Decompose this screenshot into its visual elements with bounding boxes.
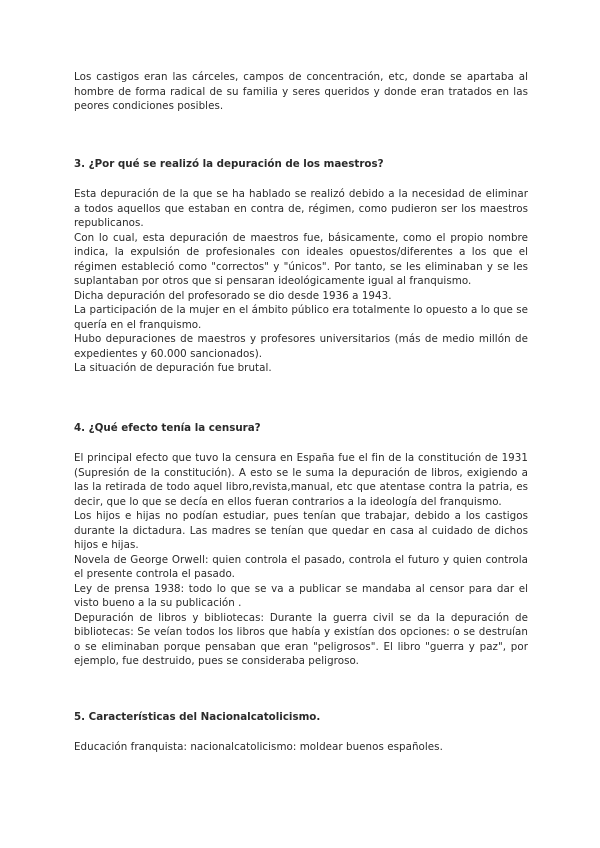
section-4-paragraph: Depuración de libros y bibliotecas: Durante la guerra civil se da la depuración de bibliotecas: Se veían todos los libros que había y existían dos opciones: o se destruían o se eliminaban porque pensaban que eran "peligrosos". El libro "guerra y paz", por ejemplo, fue destruido, pues se consideraba peligroso.	[74, 611, 528, 667]
section-3-paragraph: Hubo depuraciones de maestros y profesores universitarios (más de medio millón de expedientes y 60.000 sancionados).	[74, 333, 528, 360]
section-3-body	[74, 187, 528, 376]
intro-paragraph: Los castigos eran las cárceles, campos de concentración, etc, donde se apartaba al hombre de forma radical de su familia y seres queridos y donde eran tratados en las peores condiciones posibles.	[74, 71, 528, 112]
section-4-paragraph: Ley de prensa 1938: todo lo que se va a publicar se mandaba al censor para dar el visto bueno a la su publicación .	[74, 582, 528, 609]
section-5-heading: 5. Características del Nacionalcatolicismo.	[74, 710, 321, 723]
section-3-paragraph: Con lo cual, esta depuración de maestros fue, básicamente, como el propio nombre indica, la expulsión de profesionales con ideales opuestos/diferentes a los que el régimen estableció como "correctos" y "únicos". Por tanto, se les eliminaban y se les suplantaban por otros que si pensaran ideológicamente igual al franquismo.	[74, 231, 528, 287]
section-4-paragraph: El principal efecto que tuvo la censura en España fue el fin de la constitución de 1931 (Supresión de la constitución). A esto se le suma la depuración de libros, exigiendo a las la retirada de todo aquel libro,revista,manual, etc que atentase contra la patria, es decir, que lo que se decía en ellos fueran contrarios a la ideología del franquismo.	[74, 452, 528, 508]
section-4-body	[74, 451, 528, 669]
document-page	[74, 70, 528, 755]
section-4-paragraph: Novela de George Orwell: quien controla el pasado, controla el futuro y quien controla el presente controla el pasado.	[74, 553, 528, 580]
section-4-paragraph: Los hijos e hijas no podían estudiar, pues tenían que trabajar, debido a los castigos durante la dictadura. Las madres se tenían que quedar en casa al cuidado de dichos hijos e hijas.	[74, 510, 528, 551]
section-4-heading: 4. ¿Qué efecto tenía la censura?	[74, 421, 261, 434]
section-3-paragraph: La participación de la mujer en el ámbito público era totalmente lo opuesto a lo que se quería en el franquismo.	[74, 304, 528, 331]
section-3-paragraph: La situación de depuración fue brutal.	[74, 362, 272, 374]
section-5-paragraph: Educación franquista: nacionalcatolicismo: moldear buenos españoles.	[74, 741, 443, 753]
section-5-body	[74, 740, 528, 755]
section-3-paragraph: Esta depuración de la que se ha hablado se realizó debido a la necesidad de eliminar a todos aquellos que estaban en contra de, régimen, como pudieron ser los maestros republicanos.	[74, 188, 528, 229]
section-3-heading: 3. ¿Por qué se realizó la depuración de los maestros?	[74, 157, 384, 170]
section-3-paragraph: Dicha depuración del profesorado se dio desde 1936 a 1943.	[74, 289, 392, 302]
